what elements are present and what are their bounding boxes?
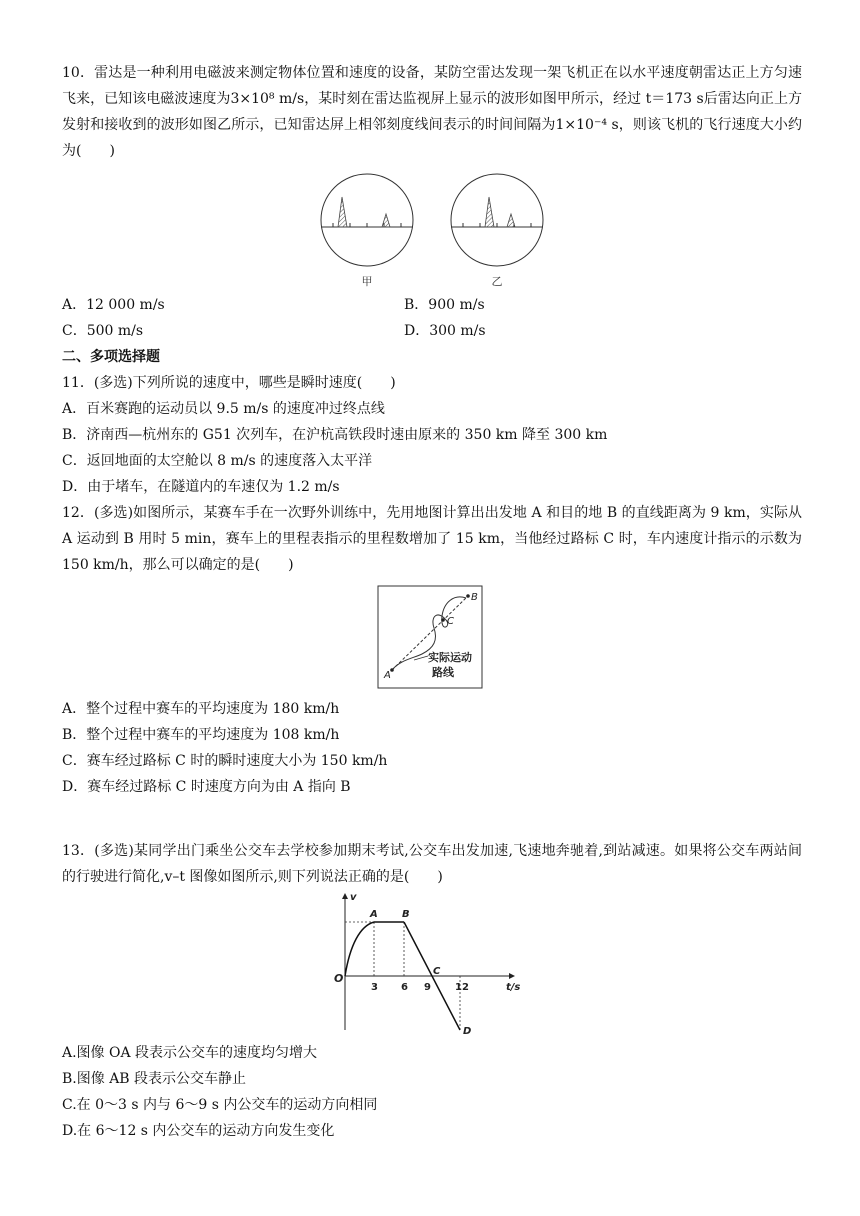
vt-graph-svg xyxy=(62,890,802,1040)
tick-label-12: 12 xyxy=(455,982,469,993)
vt-graph-figure xyxy=(62,890,802,1040)
route-svg xyxy=(62,582,802,696)
point-a-label: A xyxy=(370,909,378,920)
route-path-label-1: 实际运动 xyxy=(428,651,472,664)
question-10-option-a[interactable]: A．12 000 m/s xyxy=(62,297,165,313)
segment-oa xyxy=(345,922,374,976)
question-13-option-d[interactable]: D.在 6～12 s 内公交车的运动方向发生变化 xyxy=(62,1123,335,1139)
tick-label-9: 9 xyxy=(424,982,431,993)
question-10-options-row-1 xyxy=(62,292,802,318)
radar-screen-b xyxy=(451,174,543,266)
worksheet-page xyxy=(62,60,802,1144)
question-13-option-c[interactable]: C.在 0～3 s 内与 6～9 s 内公交车的运动方向相同 xyxy=(62,1097,378,1113)
question-13-option-b[interactable]: B.图像 AB 段表示公交车静止 xyxy=(62,1071,247,1087)
radar-label-b: 乙 xyxy=(491,275,503,288)
route-figure xyxy=(62,582,802,696)
question-12-option-d[interactable]: D．赛车经过路标 C 时速度方向为由 A 指向 B xyxy=(62,779,351,795)
route-point-a: A xyxy=(384,670,391,681)
question-11-option-b[interactable]: B．济南西—杭州东的 G51 次列车，在沪杭高铁段时速由原来的 350 km 降至 300 km xyxy=(62,427,608,443)
radar-screen-a xyxy=(321,174,413,266)
point-c-label: C xyxy=(433,966,441,977)
section-heading-multiple-choice: 二、多项选择题 xyxy=(62,349,160,365)
tick-label-3: 3 xyxy=(371,982,378,993)
radar-screens-svg xyxy=(62,172,802,292)
question-12-text: 12．(多选)如图所示，某赛车手在一次野外训练中，先用地图计算出出发地 A 和目的地 B 的直线距离为 9 km，实际从 A 运动到 B 用时 5 min，赛车上的里程表指示的里程数增加了 15 km，当他经过路标 C 时，车内速度计指示的示数为 150 km/h，那么可以确定的是( ) xyxy=(62,505,802,573)
v-axis-label: v xyxy=(350,892,357,903)
route-point-b: B xyxy=(471,592,478,603)
question-13-text: 13．(多选)某同学出门乘坐公交车去学校参加期末考试,公交车出发加速,飞速地奔驰着,到站减速。如果将公交车两站间的行驶进行简化,v–t 图像如图所示,则下列说法正确的是( ) xyxy=(62,843,802,885)
radar-label-a: 甲 xyxy=(361,275,373,288)
question-13-option-a[interactable]: A.图像 OA 段表示公交车的速度均匀增大 xyxy=(62,1045,318,1061)
question-11-stem: 11．(多选)下列所说的速度中，哪些是瞬时速度( ) xyxy=(62,375,396,391)
route-path-label-2: 路线 xyxy=(432,666,454,679)
t-axis-label: t/s xyxy=(506,982,521,993)
origin-label: O xyxy=(334,972,344,985)
tick-label-6: 6 xyxy=(401,982,408,993)
question-10-option-d[interactable]: D．300 m/s xyxy=(404,323,486,339)
question-11-option-c[interactable]: C．返回地面的太空舱以 8 m/s 的速度落入太平洋 xyxy=(62,453,373,469)
question-10-options-row-2 xyxy=(62,318,802,344)
question-12-option-b[interactable]: B．整个过程中赛车的平均速度为 108 km/h xyxy=(62,727,340,743)
question-10-option-c[interactable]: C．500 m/s xyxy=(62,323,144,339)
question-11-option-a[interactable]: A．百米赛跑的运动员以 9.5 m/s 的速度冲过终点线 xyxy=(62,401,385,417)
question-11-option-d[interactable]: D．由于堵车，在隧道内的车速仅为 1.2 m/s xyxy=(62,479,340,495)
spacer xyxy=(62,800,802,838)
radar-figure xyxy=(62,172,802,292)
point-d-label: D xyxy=(463,1026,472,1037)
question-12-option-c[interactable]: C．赛车经过路标 C 时的瞬时速度大小为 150 km/h xyxy=(62,753,388,769)
question-10-text: 10．雷达是一种利用电磁波来测定物体位置和速度的设备，某防空雷达发现一架飞机正在以水平速度朝雷达正上方匀速飞来，已知该电磁波速度为3×10⁸ m/s，某时刻在雷达监视屏上显示的波形如图甲所示，经过 t＝173 s后雷达向正上方发射和接收到的波形如图乙所示，已知雷达屏上相邻刻度线间表示的时间间隔为1×10⁻⁴ s，则该飞机的飞行速度大小约为( ) xyxy=(62,65,802,159)
question-12-option-a[interactable]: A．整个过程中赛车的平均速度为 180 km/h xyxy=(62,701,340,717)
question-10-option-b[interactable]: B．900 m/s xyxy=(404,297,485,313)
point-b-label: B xyxy=(402,909,410,920)
route-point-c: C xyxy=(447,616,454,627)
